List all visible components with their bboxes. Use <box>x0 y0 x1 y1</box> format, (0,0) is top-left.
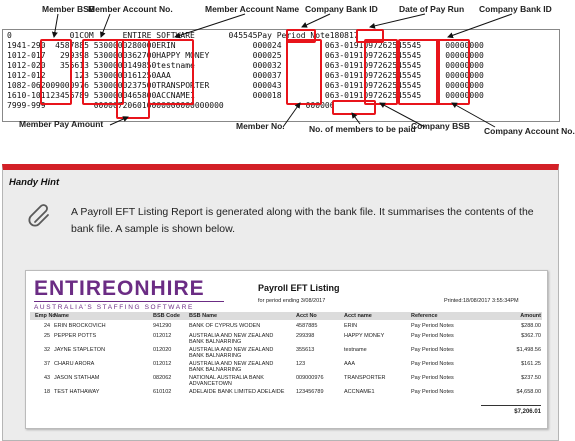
cell-amount: $161.25 <box>521 361 541 367</box>
cell-emp-no: 18 <box>44 389 51 395</box>
cell-acct-name: HAPPY MONEY <box>344 333 385 339</box>
cell-reference: Pay Period Notes <box>411 375 454 381</box>
logo-tagline: AUSTRALIA'S STAFFING SOFTWARE <box>34 304 194 311</box>
cell-name: JAYNE STAPLETON <box>54 347 106 353</box>
callout-arrows <box>0 0 561 160</box>
cell-bsb-name: BANK OF CYPRUS WODEN <box>189 323 261 329</box>
company-logo: ENTIREONHIRE <box>34 277 205 300</box>
callout-no-members-paid: No. of members to be paid <box>309 124 416 134</box>
cell-acct-no: 123 <box>296 361 306 367</box>
bank-file-line: 1012-012 123 5300000161250AAA 000037 063-0191097262545545 00000000 <box>7 71 484 80</box>
cell-reference: Pay Period Notes <box>411 361 454 367</box>
cell-bsb-name: NATIONAL AUSTRALIA BANK ADVANCETOWN <box>189 375 264 387</box>
bank-file-header-line: 0 01COM ENTIRE SOFTWARE 045545Pay Period Note180817 <box>7 31 359 40</box>
cell-emp-no: 43 <box>44 375 51 381</box>
total-divider <box>481 405 541 406</box>
cell-name: CHARU ARORA <box>54 361 95 367</box>
cell-acct-no: 355613 <box>296 347 315 353</box>
cell-bsb-name: AUSTRALIA AND NEW ZEALAND BANK BALNARRING <box>189 333 274 345</box>
cell-amount: $4,658.00 <box>516 389 541 395</box>
cell-name: JASON STATHAM <box>54 375 100 381</box>
cell-emp-no: 25 <box>44 333 51 339</box>
hint-text: A Payroll EFT Listing Report is generated along with the bank file. It summarises the contents of the bank file. A sample is shown below. <box>71 206 534 235</box>
cell-amount: $1,498.56 <box>516 347 541 353</box>
column-header-amount: Amount <box>520 313 541 319</box>
callout-date-of-pay-run: Date of Pay Run <box>399 4 465 14</box>
bank-file-line: 1610-101123456789 5300000465800ACCNAME1 000018 063-0191097262545545 00000000 <box>7 91 484 100</box>
cell-acct-name: TRANSPORTER <box>344 375 386 381</box>
cell-acct-no: 123456789 <box>296 389 324 395</box>
callout-member-bsb: Member BSB <box>42 4 95 14</box>
cell-acct-name: ERIN <box>344 323 358 329</box>
cell-bsb-name: AUSTRALIA AND NEW ZEALAND BANK BALNARRING <box>189 361 274 373</box>
cell-name: ERIN BROCKOVICH <box>54 323 106 329</box>
column-header-name: Name <box>54 313 69 319</box>
bank-file-line: 1941-290 4587885 5300000280000ERIN 000024 063-0191097262545545 00000000 <box>7 41 484 50</box>
cell-acct-name: ACCNAME1 <box>344 389 375 395</box>
cell-acct-name: AAA <box>344 361 356 367</box>
cell-bsb-code: 941290 <box>153 323 172 329</box>
callout-company-bsb: Company BSB <box>411 121 471 131</box>
cell-emp-no: 37 <box>44 361 51 367</box>
cell-emp-no: 24 <box>44 323 51 329</box>
callout-company-account-no: Company Account No. <box>484 126 575 136</box>
column-header-emp-no: Emp No <box>35 313 56 319</box>
cell-acct-name: testname <box>344 347 367 353</box>
bank-file-line: 1012-017 299398 5300000362700HAPPY MONEY 000025 063-0191097262545545 00000000 <box>7 51 484 60</box>
cell-acct-no: 299398 <box>296 333 315 339</box>
callout-member-account-no: Member Account No. <box>88 4 173 14</box>
report-total: $7,206.01 <box>514 409 541 415</box>
cell-reference: Pay Period Notes <box>411 389 454 395</box>
report-printed: Printed:18/08/2017 3:55:34PM <box>444 298 519 304</box>
eft-listing-report <box>25 270 548 429</box>
logo-divider <box>34 301 224 302</box>
cell-acct-no: 4587885 <box>296 323 318 329</box>
cell-bsb-code: 610102 <box>153 389 172 395</box>
column-header-acct-name: Acct name <box>344 313 372 319</box>
paperclip-icon <box>27 202 53 233</box>
callout-member-pay-amount: Member Pay Amount <box>19 119 104 129</box>
callout-member-no: Member No. <box>236 121 285 131</box>
column-header-bsb-name: BSB Name <box>189 313 218 319</box>
bank-file-trailer-line: 7999-999 000007206010000000000000000 000006 <box>7 101 335 110</box>
hint-title: Handy Hint <box>9 177 60 188</box>
cell-bsb-code: 082062 <box>153 375 172 381</box>
cell-reference: Pay Period Notes <box>411 333 454 339</box>
callout-company-bank-id-right: Company Bank ID <box>479 4 552 14</box>
cell-emp-no: 32 <box>44 347 51 353</box>
cell-reference: Pay Period Notes <box>411 323 454 329</box>
cell-bsb-name: ADELAIDE BANK LIMITED ADELAIDE <box>189 389 285 395</box>
cell-amount: $362.70 <box>521 333 541 339</box>
cell-name: PEPPER POTTS <box>54 333 97 339</box>
bank-file-line: 1082-062009000976 5300000237500TRANSPORTER 000043 063-0191097262545545 00000000 <box>7 81 484 90</box>
callout-member-account-name: Member Account Name <box>205 4 300 14</box>
callout-company-bank-id-top: Company Bank ID <box>305 4 378 14</box>
report-title: Payroll EFT Listing <box>258 283 340 293</box>
cell-reference: Pay Period Notes <box>411 347 454 353</box>
cell-bsb-name: AUSTRALIA AND NEW ZEALAND BANK BALNARRING <box>189 347 274 359</box>
column-header-reference: Reference <box>411 313 438 319</box>
cell-bsb-code: 012020 <box>153 347 172 353</box>
column-header-acct-no: Acct No <box>296 313 317 319</box>
table-header-bar <box>30 312 542 320</box>
cell-bsb-code: 012012 <box>153 333 172 339</box>
column-header-bsb-code: BSB Code <box>153 313 180 319</box>
cell-bsb-code: 012012 <box>153 361 172 367</box>
cell-name: TEST HATHAWAY <box>54 389 100 395</box>
bank-file-line: 1012-020 355613 5300000149850testname 000032 063-0191097262545545 00000000 <box>7 61 484 70</box>
cell-acct-no: 009000976 <box>296 375 324 381</box>
cell-amount: $237.50 <box>521 375 541 381</box>
cell-amount: $288.00 <box>521 323 541 329</box>
report-period: for period ending 3/08/2017 <box>258 298 326 304</box>
